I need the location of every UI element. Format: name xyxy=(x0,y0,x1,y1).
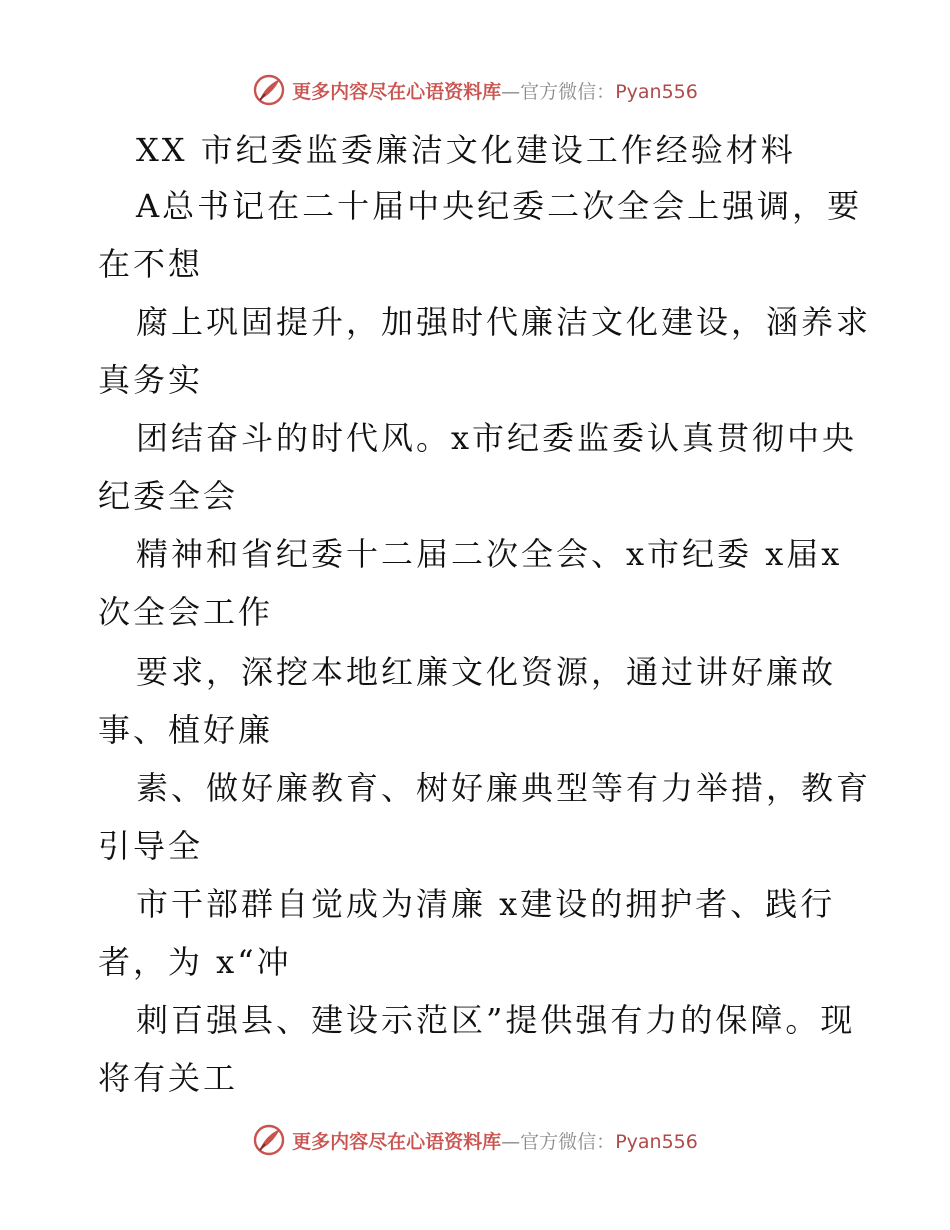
paragraph-line: 引导全 xyxy=(98,827,204,865)
paragraph-line: 真务实 xyxy=(98,361,204,399)
watermark-text-main: 更多内容尽在心语资料库 xyxy=(292,1130,502,1153)
paragraph-line: 腐上巩固提升，加强时代廉洁文化建设，涵养求 xyxy=(136,303,872,341)
paragraph-line: 纪委全会 xyxy=(98,477,239,515)
paragraph-line: 市干部群自觉成为清廉 x建设的拥护者、践行 xyxy=(136,885,836,923)
watermark-text-wechat: Pyan556 xyxy=(615,1130,698,1153)
paragraph-line: 将有关工 xyxy=(98,1059,239,1097)
paragraph-line: 事、植好廉 xyxy=(98,711,274,749)
watermark-text-separator: —官方微信： xyxy=(501,80,616,103)
paragraph-line: A总书记在二十届中央纪委二次全会上强调，要 xyxy=(136,187,863,225)
footer-watermark xyxy=(0,1120,950,1160)
paragraph-line: 次全会工作 xyxy=(98,593,274,631)
paragraph-line: 素、做好廉教育、树好廉典型等有力举措，教育 xyxy=(136,769,872,807)
watermark-text-wechat: Pyan556 xyxy=(615,80,698,103)
watermark-text-main: 更多内容尽在心语资料库 xyxy=(292,80,502,103)
quill-logo-icon xyxy=(252,73,286,107)
paragraph-line: 精神和省纪委十二届二次全会、x市纪委 x届x xyxy=(136,535,843,573)
paragraph-line: 团结奋斗的时代风。x市纪委监委认真贯彻中央 xyxy=(136,419,858,457)
watermark-text-separator: —官方微信： xyxy=(501,1130,616,1153)
paragraph-line: 要求，深挖本地红廉文化资源，通过讲好廉故 xyxy=(136,653,837,691)
paragraph-line: 者，为 x“冲 xyxy=(98,943,292,981)
document-title: XX 市纪委监委廉洁文化建设工作经验材料 xyxy=(136,131,796,169)
header-watermark xyxy=(0,70,950,110)
paragraph-line: 在不想 xyxy=(98,245,204,283)
quill-logo-icon xyxy=(252,1123,286,1157)
paragraph-line: 刺百强县、建设示范区”提供强有力的保障。现 xyxy=(136,1001,856,1039)
